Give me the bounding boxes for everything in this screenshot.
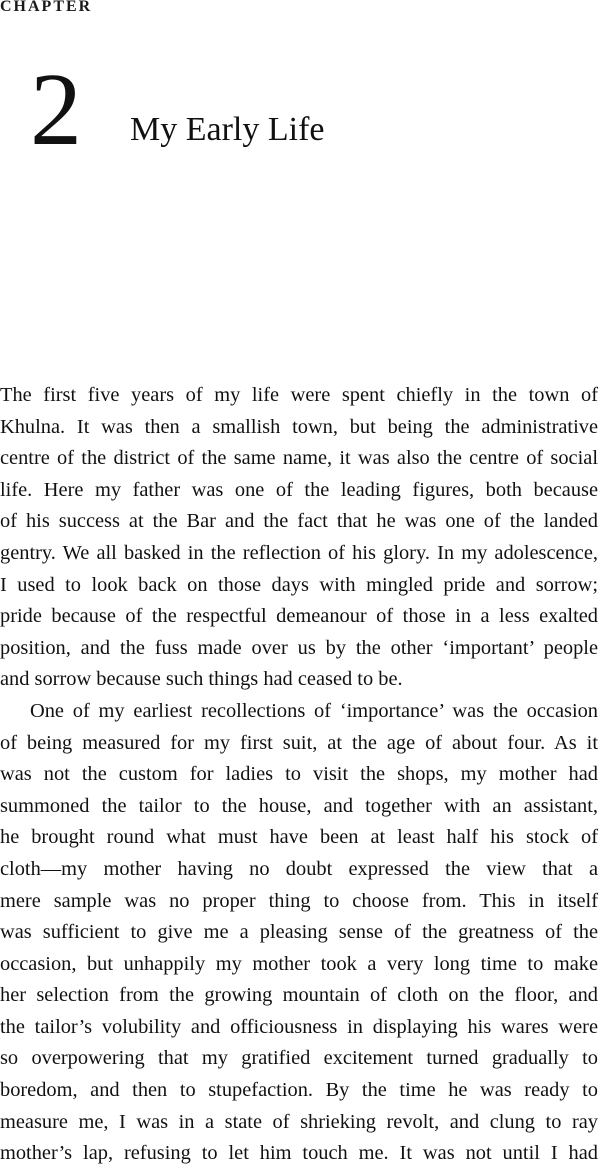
body-line: was sufficient to give me a pleasing sense of the greatness of the [0, 921, 598, 944]
body-line: her selection from the growing mountain of cloth on the floor, and [0, 984, 598, 1007]
body-line: summoned the tailor to the house, and together with an assistant, [0, 794, 598, 817]
body-line: mere sample was no proper thing to choose from. This in itself [0, 889, 598, 912]
chapter-number: 2 [30, 52, 82, 167]
body-line: centre of the district of the same name, it was also the centre of social [0, 447, 598, 470]
body-line: the tailor’s volubility and officiousness in displaying his wares were [0, 1015, 598, 1038]
chapter-title: My Early Life [130, 111, 325, 148]
body-line: gentry. We all basked in the reflection of his glory. In my adolescence, [0, 541, 598, 564]
body-line: position, and the fuss made over us by the other ‘important’ people [0, 636, 598, 659]
chapter-label: CHAPTER [0, 0, 93, 15]
body-line: cloth—my mother having no doubt expressed the view that a [0, 857, 598, 880]
body-line: life. Here my father was one of the leading figures, both because [0, 478, 598, 501]
body-line: measure me, I was in a state of shrieking revolt, and clung to ray [0, 1110, 598, 1133]
body-line: The first five years of my life were spent chiefly in the town of [0, 384, 598, 406]
body-line: and sorrow because such things had ceased to be. [0, 668, 403, 691]
body-line: was not the custom for ladies to visit the shops, my mother had [0, 763, 598, 786]
body-line: of being measured for my first suit, at the age of about four. As it [0, 731, 598, 754]
body-line: so overpowering that my gratified excitement turned gradually to [0, 1047, 598, 1070]
body-line: I used to look back on those days with mingled pride and sorrow; [0, 573, 598, 596]
body-line: pride because of the respectful demeanour of those in a less exalted [0, 605, 598, 628]
body-line: occasion, but unhappily my mother took a very long time to make [0, 952, 598, 975]
body-line: he brought round what must have been at least half his stock of [0, 826, 598, 849]
body-line: mother’s lap, refusing to let him touch me. It was not until I had [0, 1142, 598, 1165]
body-line: Khulna. It was then a smallish town, but being the administrative [0, 415, 598, 438]
chapter-body [0, 380, 598, 1170]
body-line: One of my earliest recollections of ‘importance’ was the occasion [30, 699, 598, 722]
body-line: of his success at the Bar and the fact that he was one of the landed [0, 510, 598, 533]
body-line: boredom, and then to stupefaction. By the time he was ready to [0, 1079, 598, 1102]
